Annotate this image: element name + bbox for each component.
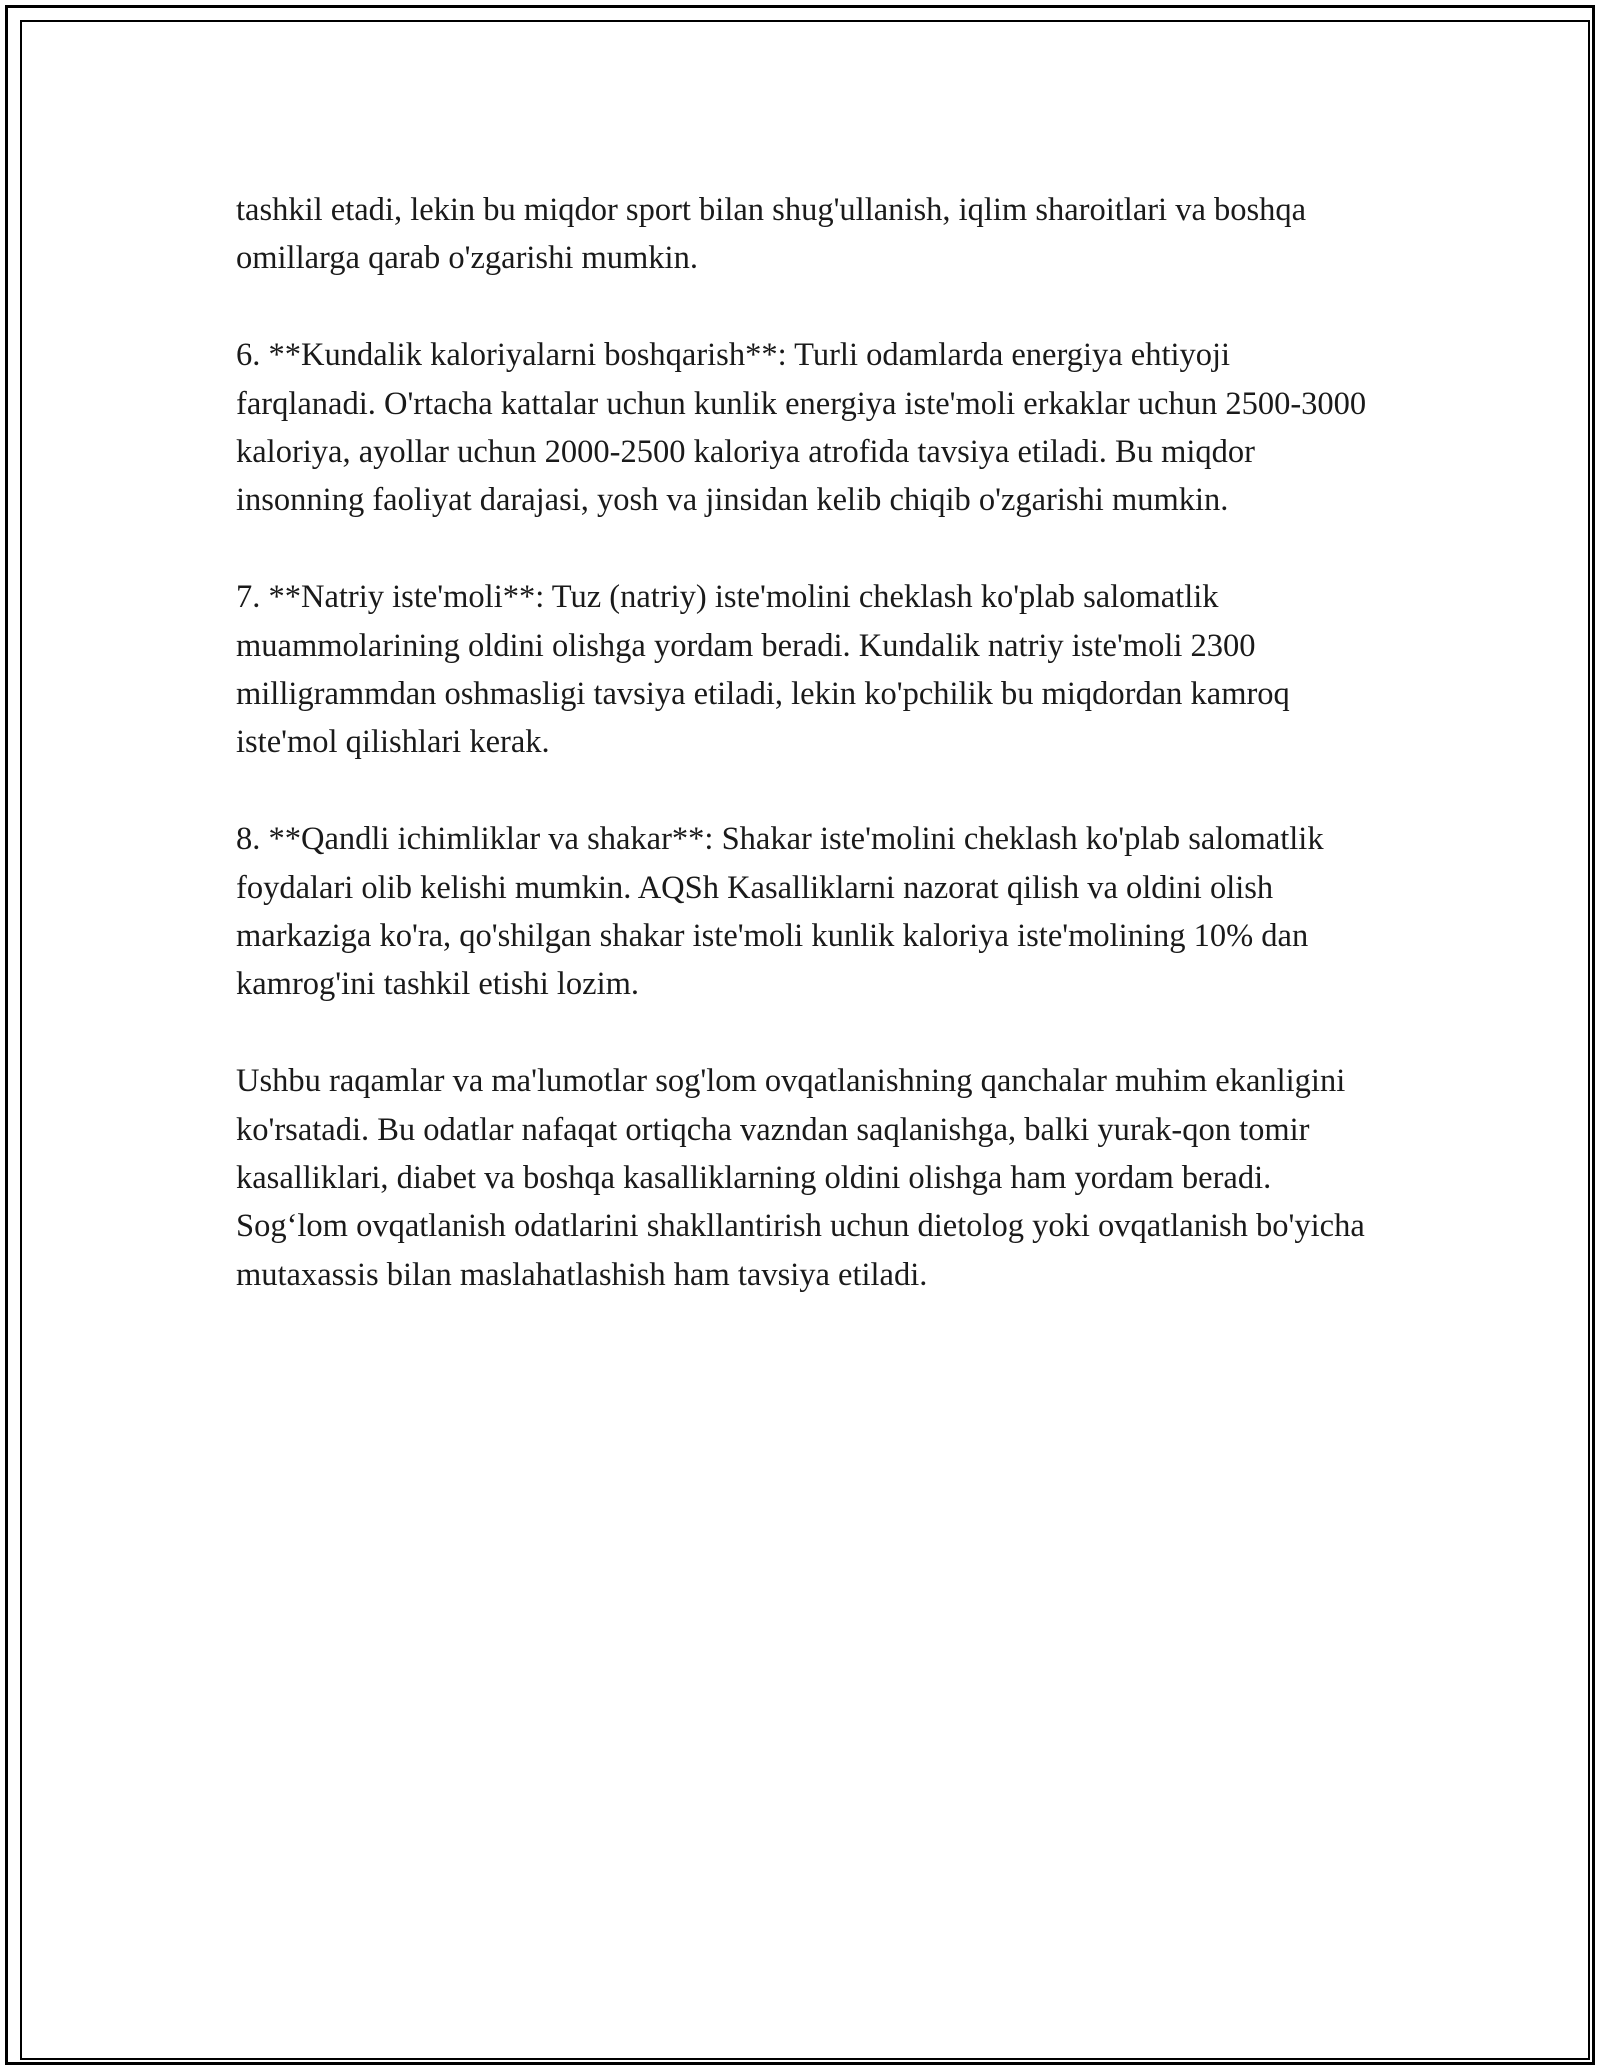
paragraph-item-8: 8. **Qandli ichimliklar va shakar**: Shakar iste'molini cheklash ko'plab salomatlik foydalari olib kelishi mumkin. AQSh Kasalliklarni nazorat qilish va oldini olish markaziga ko'ra, qo'shilgan shakar iste'moli kunlik kaloriya iste'molining 10% dan kamrog'ini tashkil etishi lozim.	[236, 821, 1324, 1003]
document-body	[236, 186, 1376, 1348]
paragraph-item-6: 6. **Kundalik kaloriyalarni boshqarish**: Turli odamlarda energiya ehtiyoji farqlanadi. O'rtacha kattalar uchun kunlik energiya iste'moli erkaklar uchun 2500-3000 kaloriya, ayollar uchun 2000-2500 kaloriya atrofida tavsiya etiladi. Bu miqdor insonning faoliyat darajasi, yosh va jinsidan kelib chiqib o'zgarishi mumkin.	[236, 337, 1367, 519]
paragraph-continuation: tashkil etadi, lekin bu miqdor sport bilan shug'ullanish, iqlim sharoitlari va boshqa omillarga qarab o'zgarishi mumkin.	[236, 192, 1307, 277]
paragraph-conclusion: Ushbu raqamlar va ma'lumotlar sog'lom ovqatlanishning qanchalar muhim ekanligini ko'rsatadi. Bu odatlar nafaqat ortiqcha vazndan saqlanishga, balki yurak-qon tomir kasalliklari, diabet va boshqa kasalliklarning oldini olishga ham yordam beradi. Sog‘lom ovqatlanish odatlarini shakllantirish uchun dietolog yoki ovqatlanish bo'yicha mutaxassis bilan maslahatlashish ham tavsiya etiladi.	[236, 1063, 1365, 1293]
paragraph-item-7: 7. **Natriy iste'moli**: Tuz (natriy) iste'molini cheklash ko'plab salomatlik muammolarining oldini olishga yordam beradi. Kundalik natriy iste'moli 2300 milligrammdan oshmasligi tavsiya etiladi, lekin ko'pchilik bu miqdordan kamroq iste'mol qilishlari kerak.	[236, 579, 1290, 761]
